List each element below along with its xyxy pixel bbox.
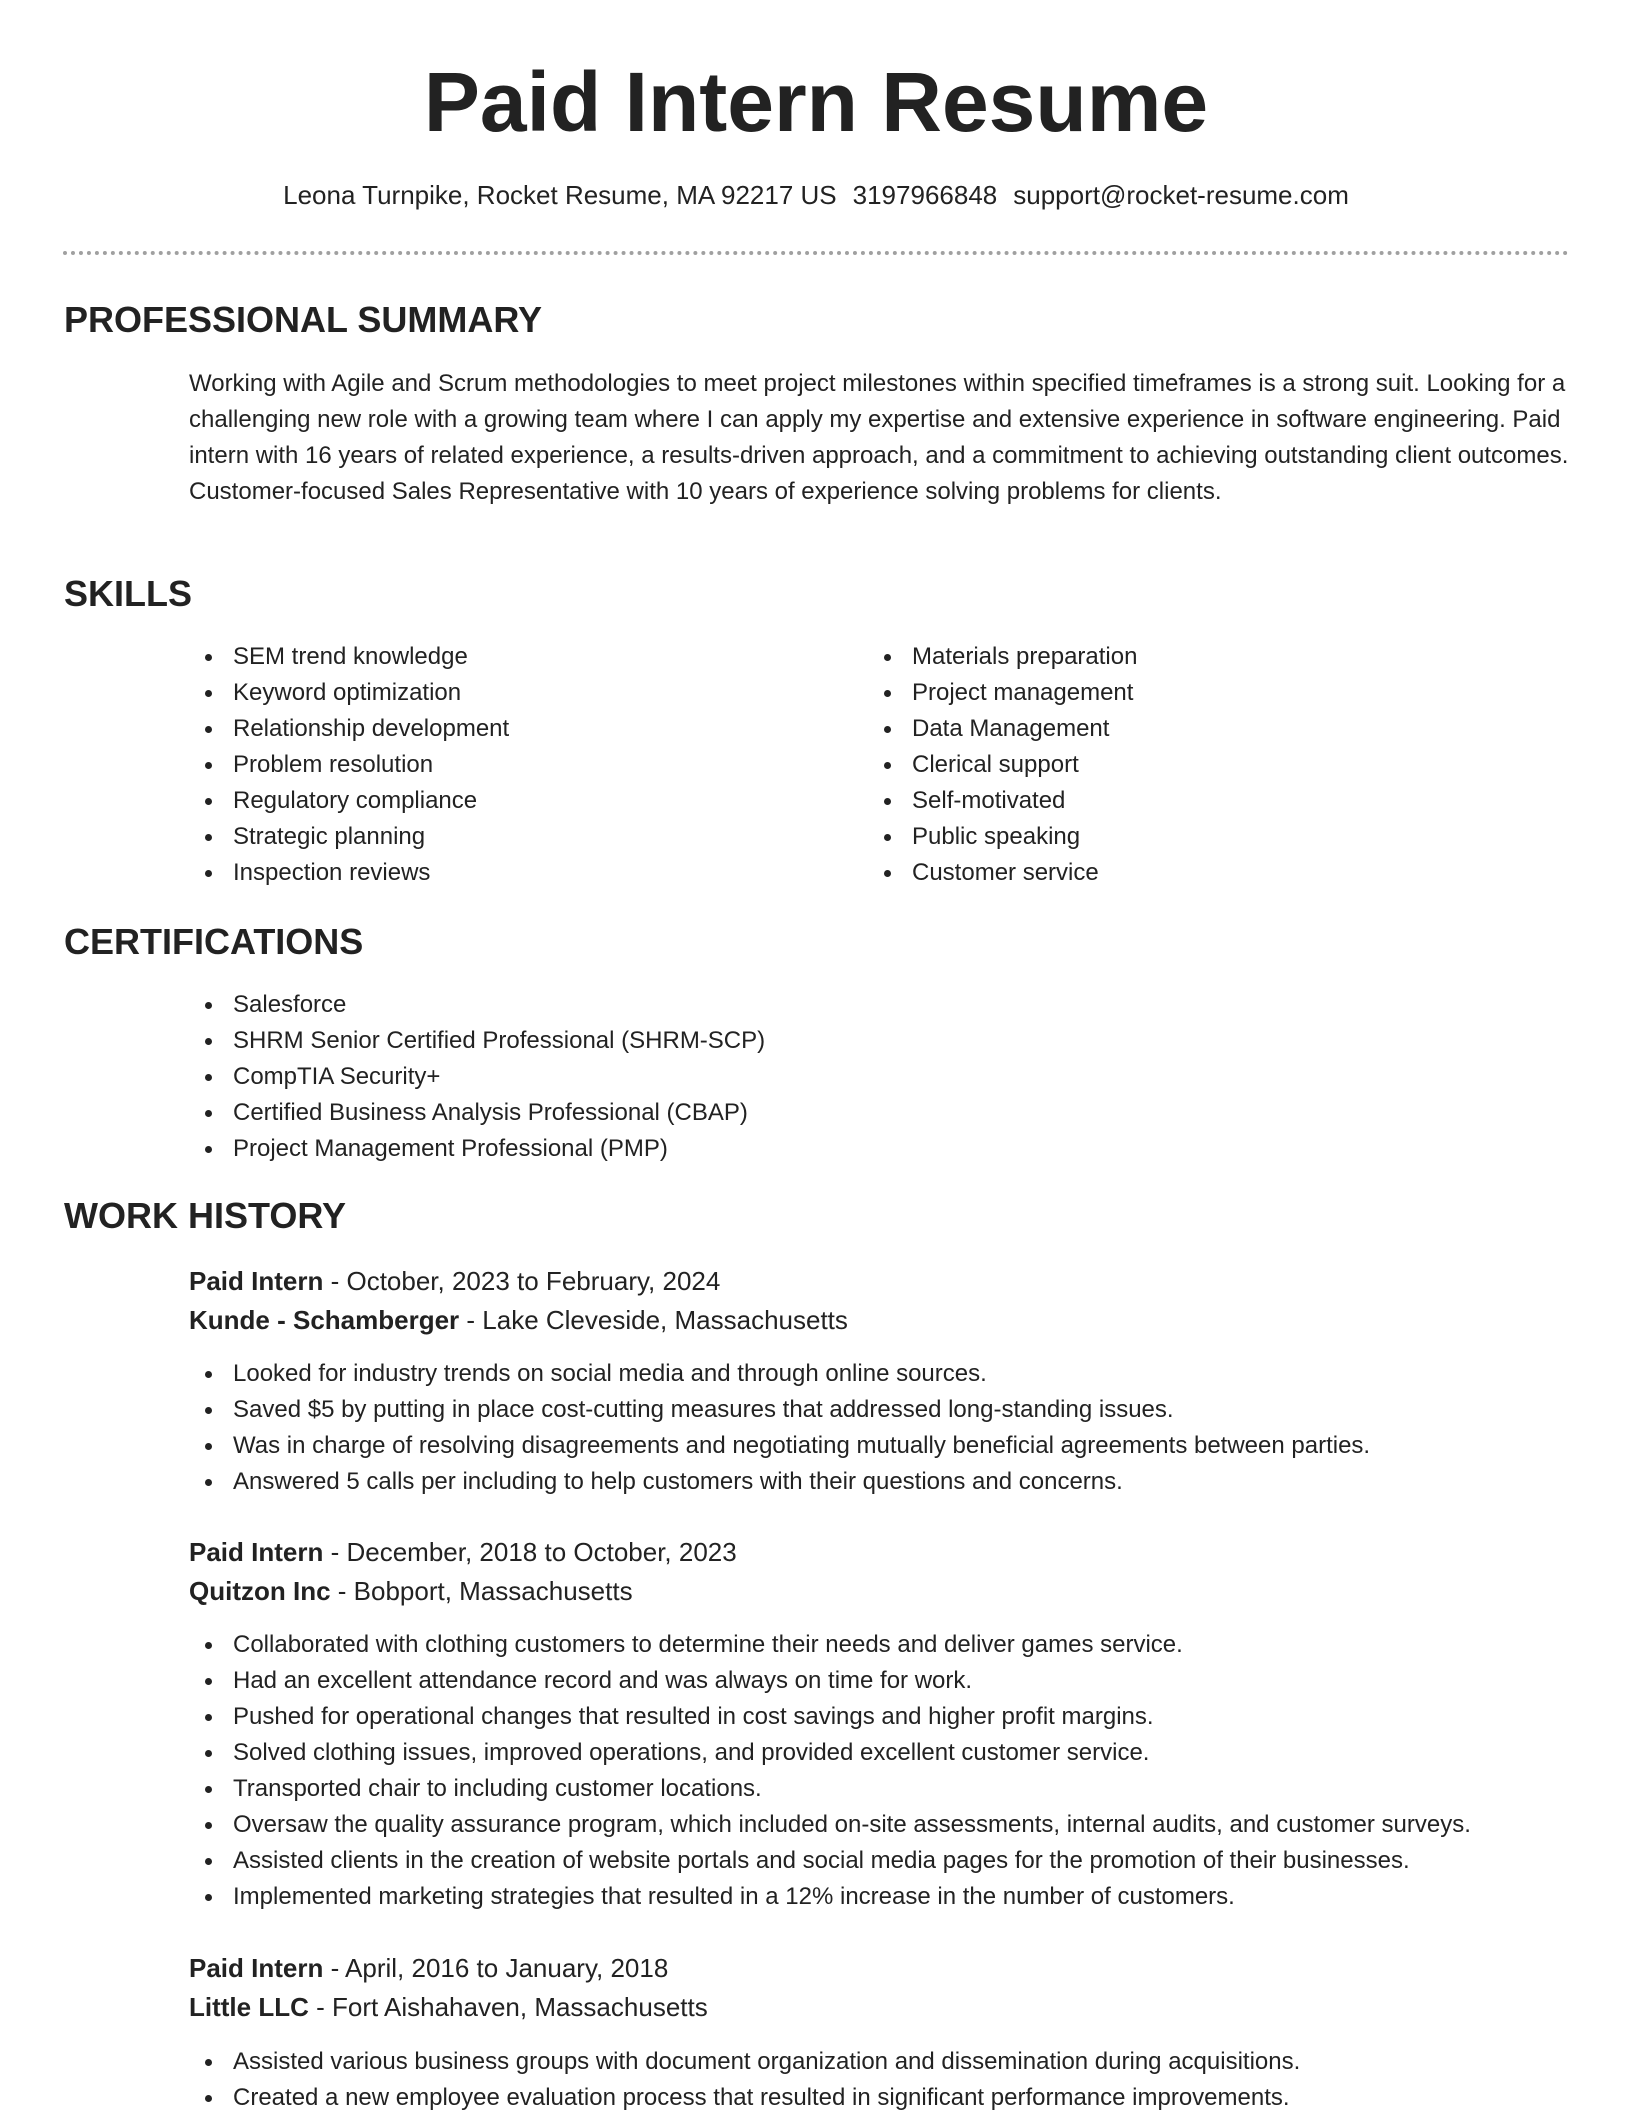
- contact-phone: 3197966848: [852, 180, 998, 210]
- certification-item: Project Management Professional (PMP): [189, 1131, 765, 1167]
- page-title: Paid Intern Resume: [423, 55, 1209, 149]
- job-location: - Lake Cleveside, Massachusetts: [459, 1305, 848, 1335]
- certification-item: SHRM Senior Certified Professional (SHRM-SCP): [189, 1023, 765, 1059]
- skills-heading: SKILLS: [64, 573, 193, 614]
- job-location: - Fort Aishahaven, Massachusetts: [308, 1992, 708, 2022]
- skill-item: Inspection reviews: [189, 855, 509, 891]
- job-dates: - December, 2018 to October, 2023: [323, 1537, 737, 1567]
- certifications-heading: CERTIFICATIONS: [64, 921, 364, 962]
- contact-line: [0, 180, 1632, 211]
- job-bullet: Was in charge of resolving disagreements and negotiating mutually beneficial agreements between parties.: [189, 1428, 1370, 1464]
- job-company-line: [189, 1575, 633, 1607]
- job-bullet-list: [189, 2044, 1300, 2116]
- work-history-heading: WORK HISTORY: [64, 1195, 347, 1236]
- certification-item: Salesforce: [189, 987, 765, 1023]
- job-bullet-list: [189, 1627, 1471, 1915]
- skill-item: Problem resolution: [189, 747, 509, 783]
- contact-email: support@rocket-resume.com: [1013, 180, 1349, 210]
- job-bullet: Assisted clients in the creation of website portals and social media pages for the promotion of their businesses.: [189, 1843, 1471, 1879]
- job-title-line: [189, 1536, 737, 1568]
- job-bullet: Implemented marketing strategies that resulted in a 12% increase in the number of customers.: [189, 1879, 1471, 1915]
- skill-item: Relationship development: [189, 711, 509, 747]
- skill-item: Customer service: [868, 855, 1137, 891]
- job-bullet: Assisted various business groups with document organization and dissemination during acquisitions.: [189, 2044, 1300, 2080]
- job-title: Paid Intern: [189, 1537, 324, 1567]
- summary-text: Working with Agile and Scrum methodologies to meet project milestones within specified timeframes is a strong suit. Looking for a challenging new role with a growing team where I can apply my expertise and extensive experience in software engineering. Paid intern with 16 years of related experience, a results-driven approach, and a commitment to achieving outstanding client outcomes. Customer-focused Sales Representative with 10 years of experience solving problems for clients.: [189, 370, 1569, 505]
- job-bullet: Looked for industry trends on social media and through online sources.: [189, 1356, 1370, 1392]
- contact-address: Leona Turnpike, Rocket Resume, MA 92217 US: [283, 180, 837, 210]
- certifications-list: [189, 987, 765, 1167]
- summary-heading: PROFESSIONAL SUMMARY: [64, 299, 543, 340]
- skill-item: SEM trend knowledge: [189, 639, 509, 675]
- skills-list-right: [868, 639, 1137, 891]
- job-company: Quitzon Inc: [189, 1576, 331, 1606]
- skill-item: Materials preparation: [868, 639, 1137, 675]
- skill-item: Strategic planning: [189, 819, 509, 855]
- header-divider: [63, 251, 1569, 255]
- job-location: - Bobport, Massachusetts: [330, 1576, 633, 1606]
- job-dates: - October, 2023 to February, 2024: [323, 1266, 721, 1296]
- job-bullet: Created a new employee evaluation process that resulted in significant performance improvements.: [189, 2080, 1300, 2116]
- certification-item: CompTIA Security+: [189, 1059, 765, 1095]
- job-bullet: Collaborated with clothing customers to determine their needs and deliver games service.: [189, 1627, 1471, 1663]
- skill-item: Public speaking: [868, 819, 1137, 855]
- job-title-line: [189, 1952, 668, 1984]
- job-company-line: [189, 1304, 848, 1336]
- skill-item: Clerical support: [868, 747, 1137, 783]
- job-title: Paid Intern: [189, 1953, 324, 1983]
- skill-item: Self-motivated: [868, 783, 1137, 819]
- job-title: Paid Intern: [189, 1266, 324, 1296]
- job-bullet: Transported chair to including customer locations.: [189, 1771, 1471, 1807]
- skill-item: Keyword optimization: [189, 675, 509, 711]
- job-bullet-list: [189, 1356, 1370, 1500]
- job-bullet: Answered 5 calls per including to help customers with their questions and concerns.: [189, 1464, 1370, 1500]
- job-bullet: Solved clothing issues, improved operations, and provided excellent customer service.: [189, 1735, 1471, 1771]
- job-company: Little LLC: [189, 1992, 309, 2022]
- job-bullet: Saved $5 by putting in place cost-cutting measures that addressed long-standing issues.: [189, 1392, 1370, 1428]
- job-title-line: [189, 1265, 720, 1297]
- job-bullet: Oversaw the quality assurance program, which included on-site assessments, internal audits, and customer surveys.: [189, 1807, 1471, 1843]
- skill-item: Data Management: [868, 711, 1137, 747]
- job-dates: - April, 2016 to January, 2018: [323, 1953, 669, 1983]
- job-company-line: [189, 1991, 708, 2023]
- certification-item: Certified Business Analysis Professional (CBAP): [189, 1095, 765, 1131]
- job-company: Kunde - Schamberger: [189, 1305, 460, 1335]
- job-bullet: Pushed for operational changes that resulted in cost savings and higher profit margins.: [189, 1699, 1471, 1735]
- skill-item: Regulatory compliance: [189, 783, 509, 819]
- skills-list-left: [189, 639, 509, 891]
- skill-item: Project management: [868, 675, 1137, 711]
- job-bullet: Had an excellent attendance record and was always on time for work.: [189, 1663, 1471, 1699]
